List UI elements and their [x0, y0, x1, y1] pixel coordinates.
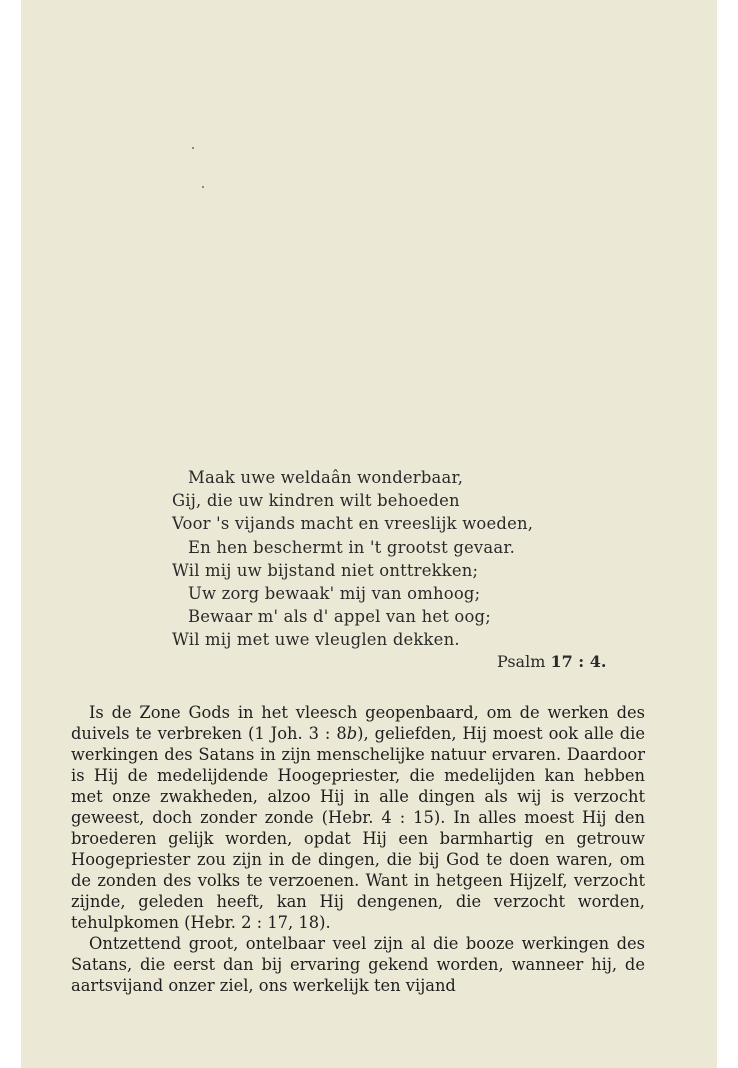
- poem-line: Voor 's vijands macht en vreeslijk woeden,: [172, 514, 534, 533]
- poem-line: En hen beschermt in 't grootst gevaar.: [188, 538, 515, 557]
- psalm-citation: [497, 652, 606, 671]
- poem-line: Uw zorg bewaak' mij van omhoog;: [188, 584, 481, 603]
- citation-reference: 17 : 4.: [550, 652, 607, 671]
- poem-line: Wil mij uw bijstand niet onttrekken;: [172, 561, 479, 580]
- paragraph-text: ), geliefden, Hij moest ook alle die werkingen des Satans in zijn menschelijke natuur ervaren. Daardoor is Hij de medelijdende Hoogepriester, die medelijden kan hebben met onze zwakheden, alzoo Hij in alle dingen als wij is verzocht geweest, doch zonder zonde (Hebr. 4 : 15). In alles moest Hij den broederen gelijk worden, opdat Hij een barmhartig en getrouw Hoogepriester zou zijn in de dingen, die bij God te doen waren, om de zonden des volks te verzoenen. Want in hetgeen Hijzelf, verzocht zijnde, geleden heeft, kan Hij dengenen, die verzocht worden, tehulpkomen (Hebr. 2 : 17, 18).: [71, 724, 646, 932]
- paragraph: [71, 702, 645, 933]
- paragraph: Ontzettend groot, ontelbaar veel zijn al die booze werkingen des Satans, die eerst dan bij ervaring gekend worden, wanneer hij, de aartsvijand onzer ziel, ons werkelijk ten vijand: [71, 934, 645, 995]
- paragraph-text: Is de Zone Gods in het vleesch geopenbaard, om de werken des duivels te verbreken (1 Joh. 3 : 8: [71, 703, 645, 743]
- scanned-page: [21, 0, 717, 1068]
- poem-line: Wil mij met uwe vleuglen dekken.: [172, 630, 460, 649]
- ink-speck: [192, 147, 194, 149]
- body-text: [71, 702, 645, 996]
- italic-letter: b: [346, 724, 358, 743]
- poem-line: Gij, die uw kindren wilt behoeden: [172, 491, 460, 510]
- poem-line: Bewaar m' als d' appel van het oog;: [188, 607, 491, 626]
- citation-book: Psalm: [497, 652, 546, 671]
- ink-speck: [202, 186, 204, 188]
- poem-line: Maak uwe weldaân wonderbaar,: [188, 468, 464, 487]
